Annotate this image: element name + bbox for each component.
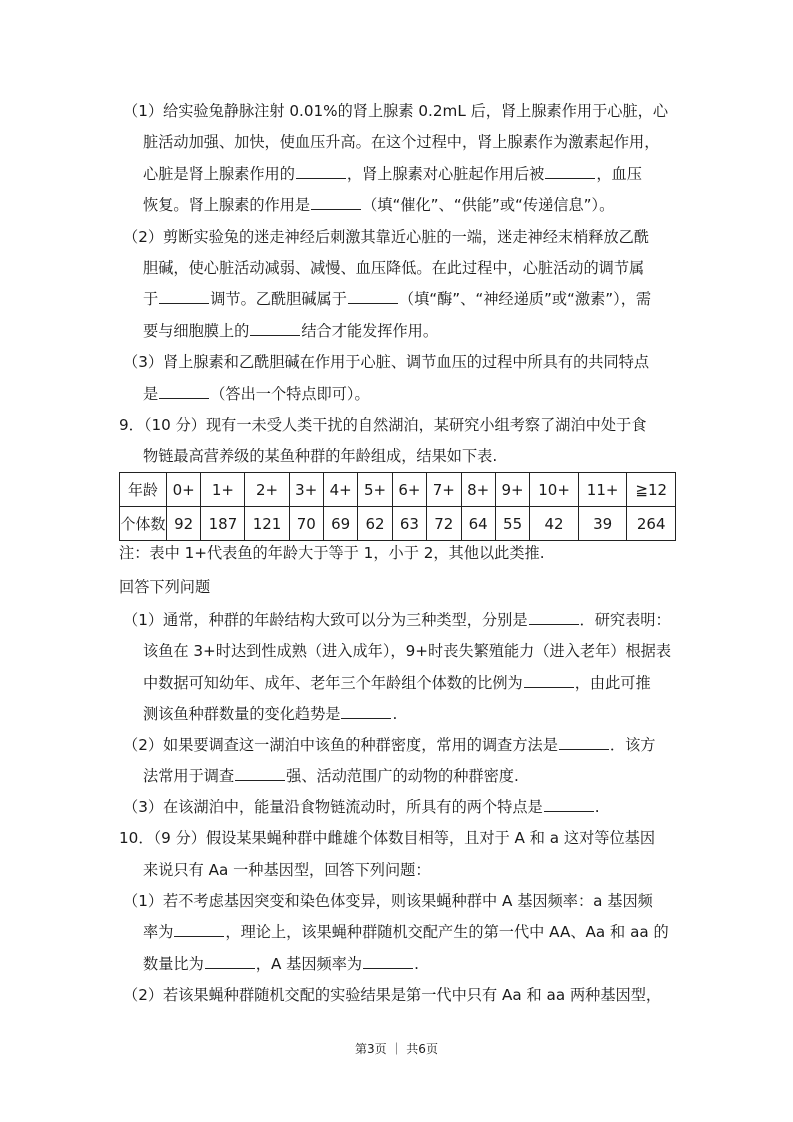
text-segment: 物链最高营养级的某鱼种群的年龄组成，结果如下表. bbox=[143, 447, 498, 465]
text-line bbox=[143, 954, 419, 974]
text-line bbox=[119, 828, 655, 848]
text-segment: 调节。乙酰胆碱属于 bbox=[210, 290, 347, 308]
table-cell: 70 bbox=[289, 507, 323, 541]
text-segment: （2）如果要调查这一湖泊中该鱼的种群密度，常用的调查方法是 bbox=[123, 736, 558, 754]
text-line bbox=[143, 446, 497, 466]
text-segment: 胆碱，使心脏活动减弱、减慢、血压降低。在此过程中，心脏活动的调节属 bbox=[143, 259, 645, 277]
text-segment: 来说只有 Aa 一种基因型，回答下列问题： bbox=[143, 861, 431, 879]
answer-blank bbox=[363, 954, 413, 969]
text-segment: 法常用于调查 bbox=[143, 767, 235, 785]
text-line bbox=[143, 860, 431, 880]
text-segment: （1）给实验兔静脉注射 0.01%的肾上腺素 0.2mL 后，肾上腺素作用于心脏，心 bbox=[123, 102, 669, 120]
table-cell: 264 bbox=[627, 507, 676, 541]
table-cell: 7+ bbox=[427, 473, 461, 507]
text-segment: 恢复。肾上腺素的作用是 bbox=[143, 196, 311, 214]
answer-blank bbox=[174, 922, 224, 937]
table-cell: 年龄 bbox=[120, 473, 167, 507]
answer-blank bbox=[348, 289, 398, 304]
answer-blank bbox=[544, 797, 594, 812]
table-cell: 8+ bbox=[461, 473, 495, 507]
table-cell: 55 bbox=[495, 507, 529, 541]
table-cell: 5+ bbox=[358, 473, 392, 507]
text-line bbox=[143, 164, 642, 184]
text-segment: ，理论上，该果蝇种群随机交配产生的第一代中 AA、Aa 和 aa 的 bbox=[225, 923, 669, 941]
table-cell: 2+ bbox=[245, 473, 289, 507]
text-segment: 于 bbox=[143, 290, 159, 308]
text-line bbox=[119, 543, 545, 563]
text-line bbox=[119, 577, 210, 597]
text-segment: ，A 基因频率为 bbox=[255, 955, 363, 973]
table-cell: 92 bbox=[167, 507, 201, 541]
table-cell: 3+ bbox=[289, 473, 323, 507]
text-segment: 强、活动范围广的动物的种群密度. bbox=[286, 767, 519, 785]
table-cell: 69 bbox=[323, 507, 357, 541]
text-line bbox=[123, 352, 649, 372]
text-segment: 数量比为 bbox=[143, 955, 204, 973]
text-segment: 是 bbox=[143, 385, 159, 403]
text-segment: ．该方 bbox=[609, 736, 656, 754]
text-segment: 回答下列问题 bbox=[119, 578, 211, 596]
table-cell: 0+ bbox=[167, 473, 201, 507]
text-segment: ，肾上腺素对心脏起作用后被 bbox=[346, 165, 545, 183]
text-segment: ．研究表明： bbox=[579, 611, 671, 629]
table-cell: 1+ bbox=[201, 473, 245, 507]
text-line bbox=[143, 384, 370, 404]
text-line bbox=[143, 922, 669, 942]
table-cell: 11+ bbox=[578, 473, 627, 507]
answer-blank bbox=[524, 673, 574, 688]
answer-blank bbox=[545, 164, 595, 179]
table-cell: 121 bbox=[245, 507, 289, 541]
text-segment: （3）肾上腺素和乙酰胆碱在作用于心脏、调节血压的过程中所具有的共同特点 bbox=[123, 353, 650, 371]
text-line bbox=[143, 673, 651, 693]
text-segment: （3）在该湖泊中，能量沿食物链流动时，所具有的两个特点是 bbox=[123, 798, 543, 816]
text-line bbox=[143, 766, 519, 786]
text-segment: 该鱼在 3+时达到性成熟（进入成年），9+时丧失繁殖能力（进入老年）根据表 bbox=[143, 642, 672, 660]
text-line bbox=[123, 101, 668, 121]
text-segment: 测该鱼种群数量的变化趋势是 bbox=[143, 705, 341, 723]
table-cell: 187 bbox=[201, 507, 245, 541]
text-segment: 中数据可知幼年、成年、老年三个年龄组个体数的比例为 bbox=[143, 674, 523, 692]
text-segment: （填“催化”、“供能”或“传递信息”）。 bbox=[362, 196, 615, 214]
text-line bbox=[123, 797, 600, 817]
text-segment: （1）若不考虑基因突变和染色体变异，则该果蝇种群中 A 基因频率：a 基因频 bbox=[123, 892, 653, 910]
text-line bbox=[143, 132, 659, 152]
answer-blank bbox=[341, 704, 391, 719]
text-segment: （2）剪断实验兔的迷走神经后刺激其靠近心脏的一端，迷走神经末梢释放乙酰 bbox=[123, 228, 650, 246]
text-line bbox=[143, 321, 438, 341]
answer-blank bbox=[296, 164, 346, 179]
text-segment: . bbox=[392, 705, 398, 723]
text-line bbox=[123, 735, 655, 755]
text-line bbox=[123, 227, 649, 247]
answer-blank bbox=[250, 321, 300, 336]
text-segment: ，由此可推 bbox=[574, 674, 651, 692]
table-cell: 个体数 bbox=[120, 507, 167, 541]
text-segment: （1）通常，种群的年龄结构大致可以分为三种类型，分别是 bbox=[123, 611, 528, 629]
table-header-row bbox=[120, 473, 676, 507]
text-segment: 注：表中 1+代表鱼的年龄大于等于 1，小于 2，其他以此类推. bbox=[119, 544, 545, 562]
table-row bbox=[120, 507, 676, 541]
table-cell: 64 bbox=[461, 507, 495, 541]
text-segment: 率为 bbox=[143, 923, 174, 941]
text-line bbox=[143, 289, 651, 309]
answer-blank bbox=[235, 766, 285, 781]
text-segment: （填“酶”、“神经递质”或“激素”），需 bbox=[398, 290, 652, 308]
text-line bbox=[123, 610, 671, 630]
table-cell: 42 bbox=[530, 507, 579, 541]
answer-blank bbox=[159, 289, 209, 304]
table-cell: 72 bbox=[427, 507, 461, 541]
page-footer: 第3页 ｜ 共6页 bbox=[355, 1042, 438, 1056]
answer-blank bbox=[205, 954, 255, 969]
answer-blank bbox=[559, 735, 609, 750]
text-line bbox=[119, 415, 646, 435]
answer-blank bbox=[311, 195, 361, 210]
text-line bbox=[123, 985, 661, 1005]
text-segment: 心脏是肾上腺素作用的 bbox=[143, 165, 295, 183]
table-cell: 63 bbox=[392, 507, 426, 541]
text-line bbox=[143, 704, 397, 724]
text-line bbox=[143, 195, 614, 215]
answer-blank bbox=[529, 610, 579, 625]
text-segment: 9．（10 分）现有一未受人类干扰的自然湖泊，某研究小组考察了湖泊中处于食 bbox=[119, 416, 647, 434]
text-segment: 10．（9 分）假设某果蝇种群中雌雄个体数目相等，且对于 A 和 a 这对等位基因 bbox=[119, 829, 656, 847]
table-cell: 39 bbox=[578, 507, 627, 541]
text-segment: 要与细胞膜上的 bbox=[143, 322, 250, 340]
table-cell: 4+ bbox=[323, 473, 357, 507]
age-structure-table bbox=[119, 472, 676, 541]
table-cell: 62 bbox=[358, 507, 392, 541]
table-cell: 10+ bbox=[530, 473, 579, 507]
text-segment: 脏活动加强、加快，使血压升高。在这个过程中，肾上腺素作为激素起作用， bbox=[143, 133, 660, 151]
text-segment: . bbox=[594, 798, 600, 816]
text-segment: . bbox=[414, 955, 419, 973]
text-line bbox=[143, 641, 671, 661]
answer-blank bbox=[159, 384, 209, 399]
text-segment: ，血压 bbox=[596, 165, 642, 183]
text-segment: （答出一个特点即可）。 bbox=[210, 385, 370, 403]
table-cell: 9+ bbox=[495, 473, 529, 507]
text-line bbox=[143, 258, 644, 278]
text-line bbox=[123, 891, 653, 911]
table-cell: ≧12 bbox=[627, 473, 676, 507]
text-segment: （2）若该果蝇种群随机交配的实验结果是第一代中只有 Aa 和 aa 两种基因型， bbox=[123, 986, 662, 1004]
text-segment: 结合才能发挥作用。 bbox=[301, 322, 438, 340]
table-cell: 6+ bbox=[392, 473, 426, 507]
